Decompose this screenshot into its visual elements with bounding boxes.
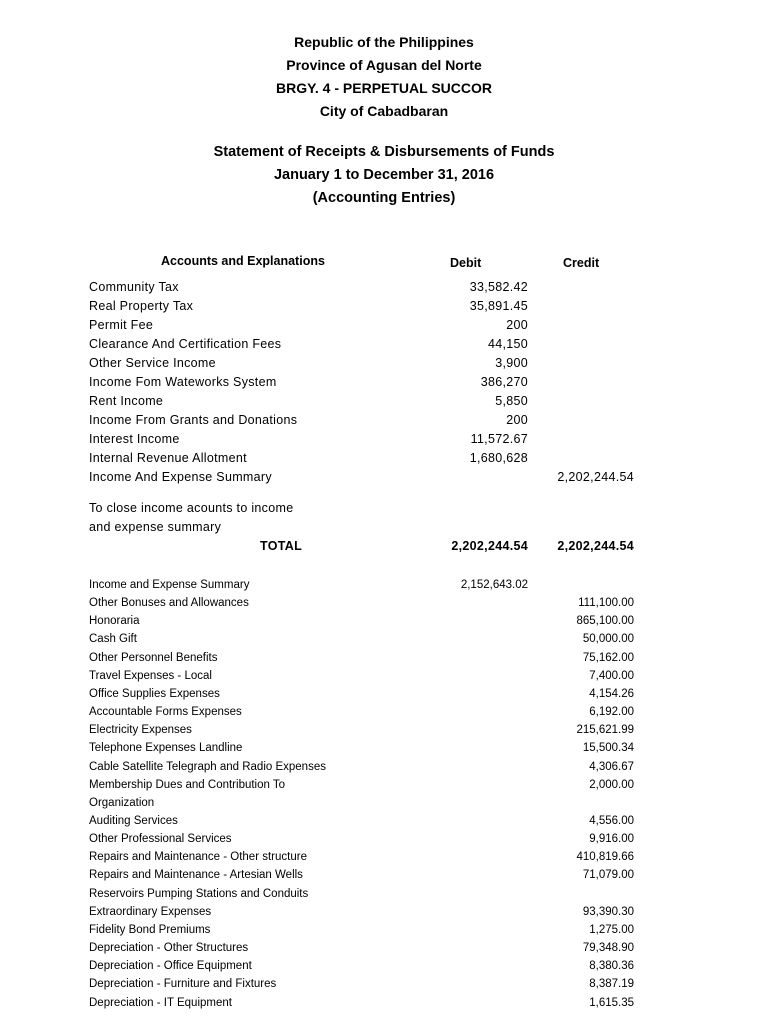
account-label: Auditing Services	[89, 815, 178, 827]
debit-value: 33,582.42	[469, 280, 528, 294]
table-row	[0, 797, 768, 816]
credit-value: 50,000.00	[582, 633, 634, 645]
debit-value: 200	[506, 318, 528, 332]
account-label: Repairs and Maintenance - Artesian Wells	[89, 869, 303, 881]
table-row	[0, 833, 768, 852]
account-label: Other Professional Services	[89, 833, 232, 845]
statement-subtitle: (Accounting Entries)	[312, 190, 456, 206]
table-row	[0, 652, 768, 671]
debit-value: 35,891.45	[469, 299, 528, 313]
table-row	[0, 299, 768, 318]
credit-value: 410,819.66	[576, 851, 634, 863]
account-label: Income From Grants and Donations	[89, 413, 298, 427]
account-label: Depreciation - IT Equipment	[89, 997, 232, 1009]
credit-value: 8,387.19	[589, 978, 634, 990]
account-label: Other Service Income	[89, 356, 216, 370]
account-label: Other Personnel Benefits	[89, 652, 218, 664]
credit-value: 4,556.00	[589, 815, 634, 827]
table-row	[0, 375, 768, 394]
account-label: Fidelity Bond Premiums	[89, 924, 211, 936]
column-header-debit: Debit	[450, 256, 482, 270]
table-row	[0, 318, 768, 337]
account-label: Income And Expense Summary	[89, 470, 272, 484]
debit-value: 3,900	[495, 356, 528, 370]
table-row	[0, 413, 768, 432]
credit-value: 1,275.00	[589, 924, 634, 936]
credit-value: 8,380.36	[589, 960, 634, 972]
account-label: Depreciation - Office Equipment	[89, 960, 252, 972]
debit-value: 5,850	[495, 394, 528, 408]
credit-value: 4,154.26	[589, 688, 634, 700]
column-header-credit: Credit	[563, 256, 600, 270]
credit-value: 79,348.90	[582, 942, 634, 954]
account-label: Organization	[89, 797, 155, 809]
account-label: Membership Dues and Contribution To	[89, 779, 286, 791]
table-row	[0, 761, 768, 780]
statement-period: January 1 to December 31, 2016	[273, 167, 495, 183]
table-row	[0, 280, 768, 299]
debit-value: 1,680,628	[469, 451, 528, 465]
total-label: TOTAL	[260, 539, 303, 553]
table-row	[0, 960, 768, 979]
table-row	[0, 688, 768, 707]
table-row	[0, 851, 768, 870]
credit-value: 1,615.35	[589, 997, 634, 1009]
table-row	[0, 432, 768, 451]
header-republic: Republic of the Philippines	[294, 34, 474, 50]
debit-value: 200	[506, 413, 528, 427]
account-label: Cash Gift	[89, 633, 137, 645]
table-row	[0, 924, 768, 943]
credit-value: 111,100.00	[578, 597, 634, 609]
total-credit: 2,202,244.54	[557, 539, 634, 553]
account-label: Depreciation - Furniture and Fixtures	[89, 978, 277, 990]
credit-value: 865,100.00	[576, 615, 634, 627]
table-row	[0, 356, 768, 375]
debit-value: 2,152,643.02	[460, 579, 528, 591]
debit-value: 44,150	[487, 337, 528, 351]
table-row	[0, 615, 768, 634]
table-row	[0, 451, 768, 470]
account-label: Extraordinary Expenses	[89, 906, 212, 918]
account-label: Electricity Expenses	[89, 724, 192, 736]
table-row	[0, 906, 768, 925]
account-label: Travel Expenses - Local	[89, 670, 212, 682]
credit-value: 7,400.00	[589, 670, 634, 682]
credit-value: 2,202,244.54	[557, 470, 634, 484]
table-row	[0, 597, 768, 616]
table-row	[0, 706, 768, 725]
column-header-accounts: Accounts and Explanations	[161, 254, 325, 268]
table-row	[0, 978, 768, 997]
account-label: Income Fom Wateworks System	[89, 375, 277, 389]
credit-value: 2,000.00	[589, 779, 634, 791]
account-label: Depreciation - Other Structures	[89, 942, 249, 954]
explanation-text: To close income acounts to income	[89, 501, 294, 515]
debit-value: 11,572.67	[470, 432, 528, 446]
account-label: Cable Satellite Telegraph and Radio Expenses	[89, 761, 326, 773]
table-row	[0, 724, 768, 743]
table-row	[0, 337, 768, 356]
table-row	[0, 742, 768, 761]
header-barangay: BRGY. 4 - PERPETUAL SUCCOR	[276, 80, 492, 96]
table-row	[0, 888, 768, 907]
account-label: Telephone Expenses Landline	[89, 742, 243, 754]
account-label: Rent Income	[89, 394, 164, 408]
table-row	[0, 579, 768, 598]
account-label: Interest Income	[89, 432, 180, 446]
table-row	[0, 869, 768, 888]
account-label: Clearance And Certification Fees	[89, 337, 282, 351]
table-row	[0, 779, 768, 798]
explanation-text: and expense summary	[89, 520, 222, 534]
account-label: Other Bonuses and Allowances	[89, 597, 249, 609]
credit-value: 215,621.99	[576, 724, 634, 736]
credit-value: 93,390.30	[582, 906, 634, 918]
table-row	[0, 633, 768, 652]
account-label: Internal Revenue Allotment	[89, 451, 247, 465]
account-label: Accountable Forms Expenses	[89, 706, 242, 718]
credit-value: 6,192.00	[589, 706, 634, 718]
account-label: Repairs and Maintenance - Other structure	[89, 851, 307, 863]
account-label: Income and Expense Summary	[89, 579, 250, 591]
account-label: Real Property Tax	[89, 299, 194, 313]
explanation-line-1	[0, 501, 768, 520]
table-row	[0, 997, 768, 1016]
debit-value: 386,270	[480, 375, 528, 389]
table-row	[0, 470, 768, 489]
table-row	[0, 394, 768, 413]
account-label: Reservoirs Pumping Stations and Conduits	[89, 888, 309, 900]
header-city: City of Cabadbaran	[319, 103, 449, 119]
header-province: Province of Agusan del Norte	[286, 57, 482, 73]
statement-title: Statement of Receipts & Disbursements of Funds	[213, 144, 555, 160]
table-row	[0, 815, 768, 834]
account-label: Permit Fee	[89, 318, 154, 332]
account-label: Office Supplies Expenses	[89, 688, 220, 700]
credit-value: 4,306.67	[589, 761, 634, 773]
total-debit: 2,202,244.54	[451, 539, 528, 553]
account-label: Honoraria	[89, 615, 140, 627]
credit-value: 75,162.00	[582, 652, 634, 664]
table-row	[0, 670, 768, 689]
credit-value: 71,079.00	[582, 869, 634, 881]
explanation-line-2	[0, 520, 768, 539]
credit-value: 9,916.00	[589, 833, 634, 845]
total-row	[0, 539, 768, 558]
table-row	[0, 942, 768, 961]
account-label: Community Tax	[89, 280, 179, 294]
credit-value: 15,500.34	[582, 742, 634, 754]
